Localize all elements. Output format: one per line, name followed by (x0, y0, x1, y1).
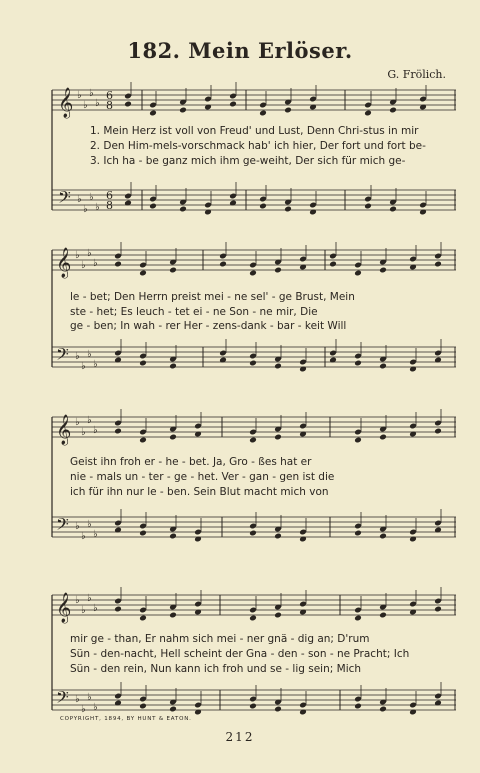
key-flat: ♭ (75, 521, 80, 532)
key-flat: ♭ (77, 194, 82, 205)
note-head (114, 428, 122, 435)
note-head (364, 203, 372, 210)
note-head (114, 606, 122, 613)
note-head (259, 110, 267, 117)
lyric-line: ste - het; Es leuch - tet ei - ne Son - ne mir, Die (70, 306, 318, 318)
note-head (169, 533, 177, 540)
key-flat: ♭ (87, 692, 92, 703)
note-head (249, 615, 257, 622)
key-flat: ♭ (87, 415, 92, 426)
note-head (219, 261, 227, 268)
key-flat: ♭ (89, 88, 94, 99)
key-flat: ♭ (87, 349, 92, 360)
lyric-line: mir ge - than, Er nahm sich mei - ner gnä - dig an; D'rum (70, 633, 370, 645)
key-flat: ♭ (93, 425, 98, 436)
key-flat: ♭ (75, 694, 80, 705)
key-flat: ♭ (81, 605, 86, 616)
note-head (354, 360, 362, 367)
note-head (249, 437, 257, 444)
key-flat: ♭ (93, 258, 98, 269)
note-head (249, 360, 257, 367)
note-head (379, 706, 387, 713)
key-flat: ♭ (75, 417, 80, 428)
note-head (169, 363, 177, 370)
composer-credit: G. Frölich. (387, 68, 446, 81)
note-head (179, 107, 187, 114)
note-head (364, 110, 372, 117)
bass-clef: 𝄢 (58, 187, 71, 211)
note-head (274, 533, 282, 540)
lyric-line: Geist ihn froh er - he - bet. Ja, Gro - ßes hat er (70, 456, 312, 468)
key-flat: ♭ (95, 202, 100, 213)
note-head (229, 101, 237, 108)
note-head (149, 203, 157, 210)
note-head (259, 203, 267, 210)
note-head (139, 360, 147, 367)
bass-clef: 𝄢 (56, 344, 69, 368)
note-head (389, 206, 397, 213)
key-flat: ♭ (83, 100, 88, 111)
note-head (179, 206, 187, 213)
key-flat: ♭ (75, 250, 80, 261)
note-head (139, 437, 147, 444)
treble-clef: 𝄞 (56, 593, 72, 623)
key-flat: ♭ (83, 204, 88, 215)
note-head (284, 107, 292, 114)
time-signature: 8 (106, 199, 113, 212)
bass-clef: 𝄢 (56, 514, 69, 538)
note-head (249, 530, 257, 537)
note-head (139, 270, 147, 277)
note-head (379, 533, 387, 540)
key-flat: ♭ (89, 192, 94, 203)
note-head (274, 706, 282, 713)
lyric-line: 2. Den Him-mels-vorschmack hab' ich hier, Der fort und fort be- (90, 140, 426, 152)
note-head (274, 612, 282, 619)
lyric-line: nie - mals un - ter - ge - het. Ver - gan - gen ist die (70, 471, 335, 483)
key-flat: ♭ (95, 98, 100, 109)
key-flat: ♭ (87, 593, 92, 604)
key-flat: ♭ (81, 531, 86, 542)
note-head (139, 530, 147, 537)
treble-clef: 𝄞 (58, 88, 74, 118)
lyric-line: ge - ben; In wah - rer Her - zens-dank - bar - keit Will (70, 320, 347, 332)
key-flat: ♭ (81, 260, 86, 271)
note-head (379, 612, 387, 619)
lyric-line: Sün - den-nacht, Hell scheint der Gna - den - son - ne Pracht; Ich (70, 648, 410, 660)
note-head (434, 606, 442, 613)
note-head (169, 706, 177, 713)
note-head (434, 261, 442, 268)
note-head (149, 110, 157, 117)
lyric-line: 1. Mein Herz ist voll von Freud' und Lust, Denn Chri-stus in mir (90, 125, 419, 137)
note-head (139, 703, 147, 710)
key-flat: ♭ (93, 529, 98, 540)
time-signature: 8 (106, 99, 113, 112)
note-head (354, 270, 362, 277)
note-head (274, 267, 282, 274)
page-number: 212 (225, 730, 255, 744)
note-head (249, 703, 257, 710)
key-flat: ♭ (81, 427, 86, 438)
key-flat: ♭ (93, 702, 98, 713)
note-head (354, 703, 362, 710)
key-flat: ♭ (75, 351, 80, 362)
lyric-line: 3. Ich ha - be ganz mich ihm ge-weiht, Der sich für mich ge- (90, 155, 406, 167)
note-head (274, 363, 282, 370)
key-flat: ♭ (77, 90, 82, 101)
key-flat: ♭ (93, 603, 98, 614)
note-head (169, 612, 177, 619)
note-head (434, 428, 442, 435)
time-signature: 6 (106, 89, 113, 102)
note-head (354, 530, 362, 537)
note-head (169, 434, 177, 441)
note-head (354, 615, 362, 622)
note-head (379, 363, 387, 370)
note-head (139, 615, 147, 622)
copyright-notice: COPYRIGHT, 1894, BY HUNT & EATON. (60, 716, 192, 722)
time-signature: 6 (106, 189, 113, 202)
key-flat: ♭ (75, 595, 80, 606)
hymn-title: 182. Mein Erlöser. (127, 38, 353, 63)
note-head (329, 261, 337, 268)
key-flat: ♭ (93, 359, 98, 370)
note-head (284, 206, 292, 213)
note-head (354, 437, 362, 444)
note-head (274, 434, 282, 441)
treble-clef: 𝄞 (56, 415, 72, 445)
key-flat: ♭ (87, 248, 92, 259)
lyric-line: Sün - den rein, Nun kann ich froh und se - lig sein; Mich (70, 663, 362, 675)
note-head (114, 261, 122, 268)
key-flat: ♭ (87, 519, 92, 530)
note-head (389, 107, 397, 114)
note-head (124, 101, 132, 108)
note-head (379, 434, 387, 441)
note-head (249, 270, 257, 277)
treble-clef: 𝄞 (56, 248, 72, 278)
note-head (379, 267, 387, 274)
lyric-line: le - bet; Den Herrn preist mei - ne sel' - ge Brust, Mein (70, 291, 355, 303)
bass-clef: 𝄢 (56, 687, 69, 711)
key-flat: ♭ (81, 704, 86, 715)
note-head (169, 267, 177, 274)
key-flat: ♭ (81, 361, 86, 372)
lyric-line: ich für ihn nur le - ben. Sein Blut macht mich von (70, 486, 329, 498)
